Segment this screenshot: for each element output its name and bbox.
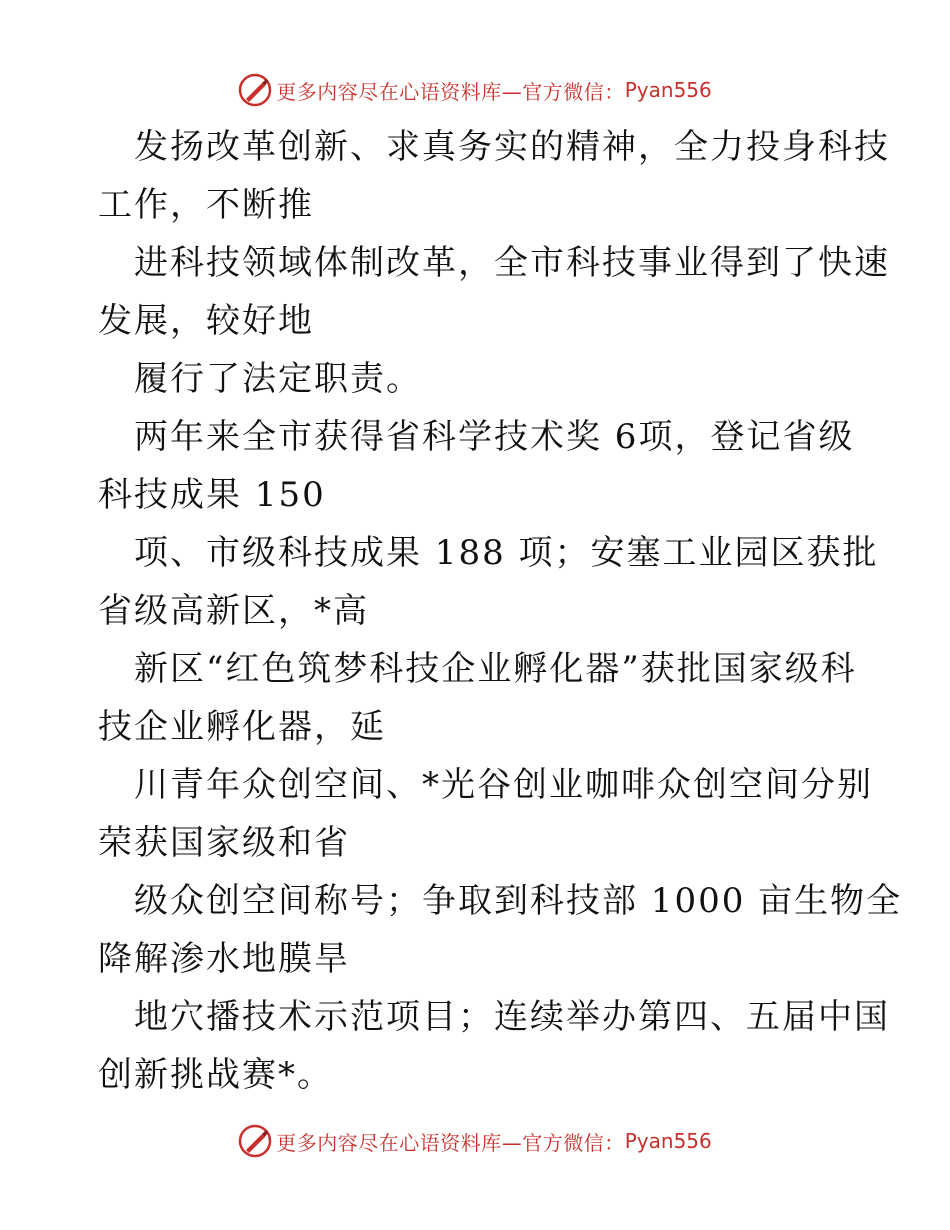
body-line: 履行了法定职责。: [134, 359, 422, 399]
footer-banner-text: 更多内容尽在心语资料库—官方微信：: [276, 1130, 625, 1155]
body-line: 发扬改革创新、求真务实的精神，全力投身科技: [134, 127, 890, 167]
body-line: 项、市级科技成果 188 项；安塞工业园区获批: [134, 533, 879, 573]
document-body: [98, 118, 903, 1104]
body-line: 技企业孵化器，延: [98, 707, 386, 747]
header-banner: [0, 70, 950, 110]
body-line: 两年来全市获得省科学技术奖 6项，登记省级: [134, 417, 855, 457]
header-wechat-id: Pyan556: [624, 78, 712, 102]
body-line: 创新挑战赛*。: [98, 1055, 333, 1095]
logo-icon: [238, 1124, 272, 1158]
body-line: 荣获国家级和省: [98, 823, 350, 863]
header-banner-text: 更多内容尽在心语资料库—官方微信：: [276, 79, 625, 104]
body-line: 降解渗水地膜旱: [98, 939, 350, 979]
body-line: 工作，不断推: [98, 185, 314, 225]
body-line: 地穴播技术示范项目；连续举办第四、五届中国: [134, 997, 890, 1037]
logo-icon: [238, 73, 272, 107]
body-line: 级众创空间称号；争取到科技部 1000 亩生物全: [134, 881, 903, 921]
body-line: 发展，较好地: [98, 301, 314, 341]
body-line: 新区“红色筑梦科技企业孵化器”获批国家级科: [134, 649, 857, 689]
body-line: 川青年众创空间、*光谷创业咖啡众创空间分别: [134, 765, 873, 805]
footer-wechat-id: Pyan556: [624, 1129, 712, 1153]
footer-banner: [0, 1121, 950, 1161]
body-line: 省级高新区，*高: [98, 591, 369, 631]
body-line: 科技成果 150: [98, 475, 326, 515]
body-line: 进科技领域体制改革，全市科技事业得到了快速: [134, 243, 890, 283]
